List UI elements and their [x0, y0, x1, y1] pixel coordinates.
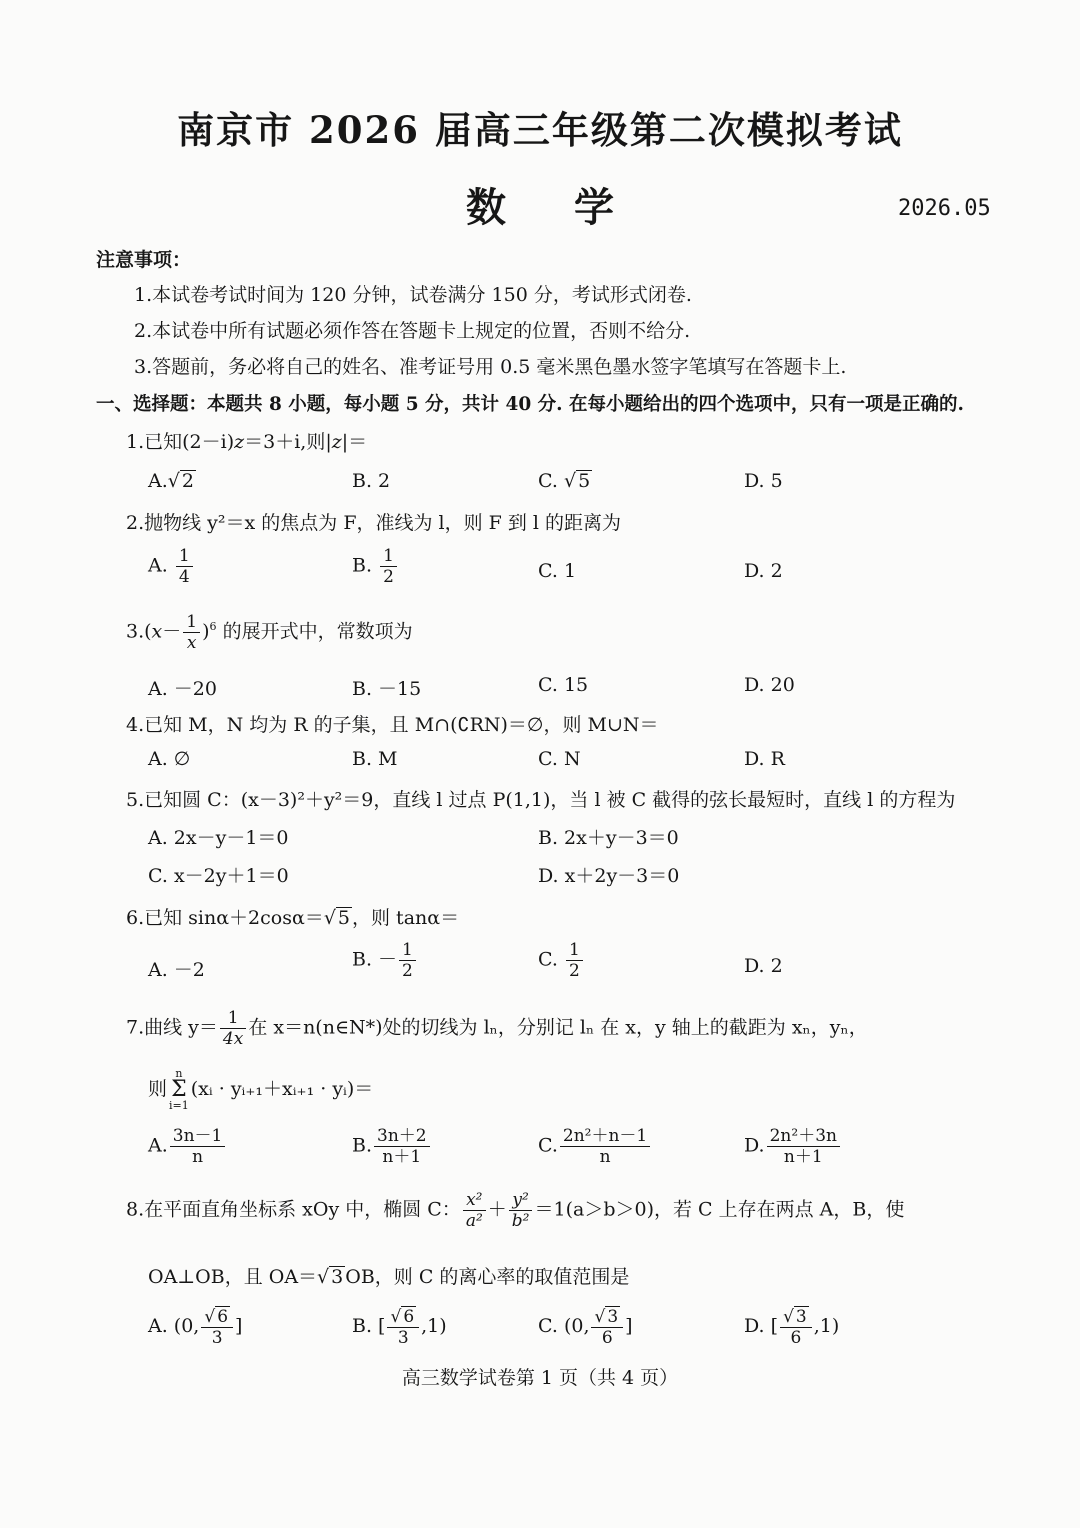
question-3-option-c[interactable]: C. 15	[538, 674, 589, 696]
exam-date: 2026.05	[898, 196, 991, 221]
question-3-option-a[interactable]: A. －20	[148, 678, 217, 700]
question-8-option-d[interactable]: D. [ $\frac{√ 3}{6}$ ,1)	[744, 1307, 840, 1348]
question-3-option-b[interactable]: B. －15	[352, 678, 422, 700]
question-5-option-a[interactable]: A. 2x－y－1＝0	[148, 827, 289, 849]
question-3-option-d[interactable]: D. 20	[744, 674, 795, 696]
section-heading: 一、选择题：本题共 8 小题，每小题 5 分，共计 40 分. 在每小题给出的四个选项中，只有一项是正确的.	[96, 394, 964, 415]
question-1-option-a[interactable]: A.√ 2	[148, 470, 194, 492]
question-7-sum: 则n Σ i=1(xᵢ · yᵢ₊₁＋xᵢ₊₁ · yᵢ)＝	[148, 1067, 374, 1112]
question-6-option-d[interactable]: D. 2	[744, 955, 783, 977]
question-6-option-c[interactable]: C. $\frac{1}{2}$	[538, 940, 585, 981]
question-4-option-a[interactable]: A. ∅	[148, 748, 191, 770]
question-7-stem: 7.曲线 y＝ $\frac{1}{4x}$ 在 x＝n(n∈N*)处的切线为 lₙ，分别记 lₙ 在 x，y 轴上的截距为 xₙ，yₙ，	[126, 1008, 868, 1049]
question-4-option-b[interactable]: B. M	[352, 748, 398, 770]
question-1-option-b[interactable]: B. 2	[352, 470, 391, 492]
notice-heading: 注意事项：	[96, 249, 192, 271]
question-8-option-b[interactable]: B. [ $\frac{√ 6}{3}$ ,1)	[352, 1307, 447, 1348]
question-7-option-b[interactable]: B. $\frac{3n+2}{n+1}$	[352, 1126, 432, 1167]
question-7-option-a[interactable]: A. $\frac{3n-1}{n}$	[148, 1126, 227, 1167]
notice-item-2: 2.本试卷中所有试题必须作答在答题卡上规定的位置，否则不给分.	[134, 320, 691, 342]
question-8-stem: 8.在平面直角坐标系 xOy 中，椭圆 C： $\frac{\text{x²}}{\text{a²}}$ ＋ $\frac{\text{y²}}{\text{b²}}$ ＝1(a＞b＞0)，若 C 上存在两点 A，B，使	[126, 1190, 905, 1231]
question-7-option-d[interactable]: D. $\frac{\text{2n²＋3n}}{n+1}$	[744, 1126, 842, 1167]
question-2-option-b[interactable]: B. $\frac{1}{2}$	[352, 546, 399, 587]
question-5-option-b[interactable]: B. 2x＋y－3＝0	[538, 827, 679, 849]
question-5-option-c[interactable]: C. x－2y＋1＝0	[148, 865, 289, 887]
question-1-option-d[interactable]: D. 5	[744, 470, 783, 492]
question-8-option-c[interactable]: C. (0, $\frac{√ 3}{6}$ ]	[538, 1307, 633, 1348]
question-2-option-a[interactable]: A. $\frac{1}{4}$	[148, 546, 195, 587]
question-5-option-d[interactable]: D. x＋2y－3＝0	[538, 865, 680, 887]
question-5-stem: 5.已知圆 C：(x－3)²＋y²＝9，直线 l 过点 P(1,1)，当 l 被 C 截得的弦长最短时，直线 l 的方程为	[126, 789, 956, 811]
question-6-stem: 6.已知 sinα＋2cosα＝√ 5 ，则 tanα＝	[126, 907, 460, 929]
question-8-condition: OA⊥OB，且 OA＝√ 3 OB，则 C 的离心率的取值范围是	[148, 1266, 630, 1288]
question-8-option-a[interactable]: A. (0, $\frac{√ 6}{3}$ ]	[148, 1307, 243, 1348]
question-4-option-d[interactable]: D. R	[744, 748, 785, 770]
subject-heading: 数学	[466, 184, 682, 231]
question-3-stem: 3.(x－ $\frac{1}{x}$ )$^6$ 的展开式中，常数项为	[126, 612, 413, 653]
notice-item-3: 3.答题前，务必将自己的姓名、准考证号用 0.5 毫米黑色墨水签字笔填写在答题卡上.	[134, 356, 847, 378]
question-7-option-c[interactable]: C. $\frac{\text{2n²＋n－1}}{n}$	[538, 1126, 652, 1167]
question-2-option-c[interactable]: C. 1	[538, 560, 577, 582]
question-1-option-c[interactable]: C. √ 5	[538, 470, 591, 492]
page-footer: 高三数学试卷第 1 页（共 4 页）	[401, 1367, 679, 1389]
question-6-option-b[interactable]: B. － $\frac{1}{2}$	[352, 940, 418, 981]
question-2-stem: 2.抛物线 y²＝x 的焦点为 F，准线为 l，则 F 到 l 的距离为	[126, 512, 622, 534]
question-2-option-d[interactable]: D. 2	[744, 560, 783, 582]
notice-item-1: 1.本试卷考试时间为 120 分钟，试卷满分 150 分，考试形式闭卷.	[134, 284, 692, 306]
exam-title: 南京市 2026 届高三年级第二次模拟考试	[177, 108, 903, 152]
question-6-option-a[interactable]: A. －2	[148, 959, 205, 981]
question-4-stem: 4.已知 M，N 均为 R 的子集，且 M∩(∁RN)＝∅，则 M∪N＝	[126, 714, 659, 736]
question-4-option-c[interactable]: C. N	[538, 748, 581, 770]
question-1-stem: 1.已知(2－i)z＝3＋i,则|z|＝	[126, 431, 368, 453]
